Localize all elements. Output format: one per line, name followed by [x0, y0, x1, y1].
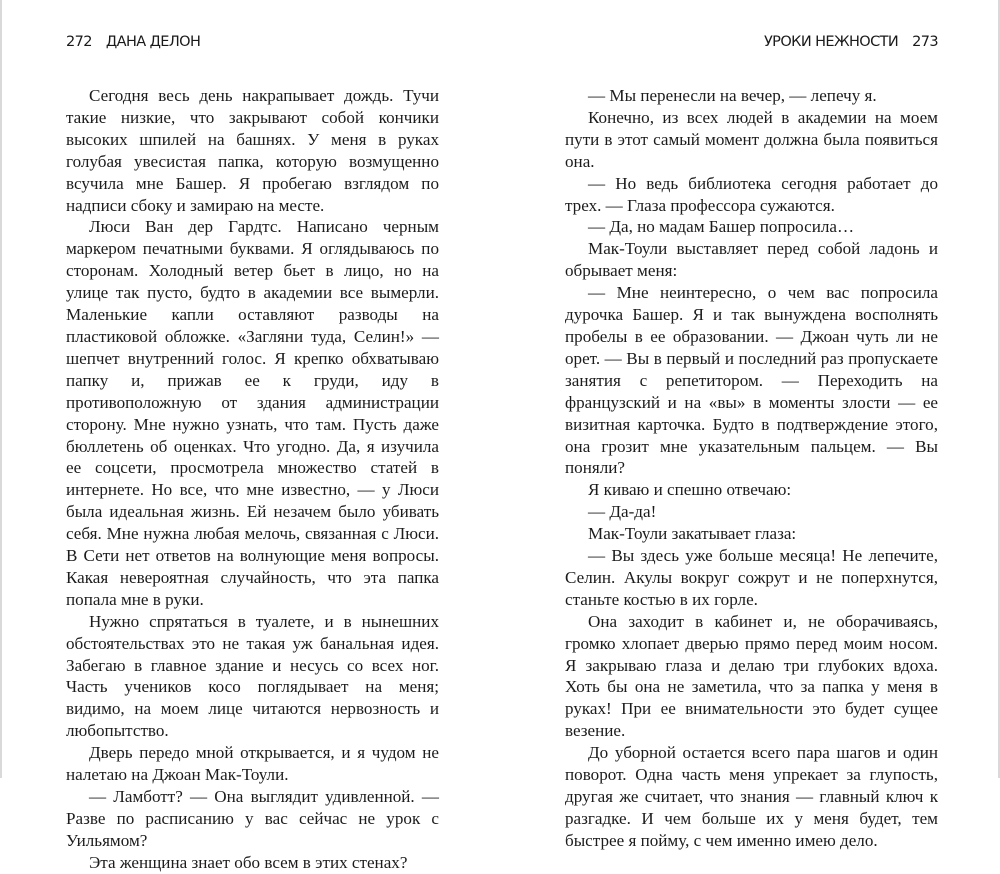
paragraph: — Но ведь библиотека сегодня работает до трех. — Глаза профессора сужаются.	[565, 173, 938, 215]
paragraph: — Мне неинтересно, о чем вас попросила дурочка Башер. Я и так вынуждена восполнять пробелы в ее образовании. — Джоан чуть ли не орет. — Вы в первый и последний раз пропускаете занятия с репетитором. — Переходить на французский и на «вы» в моменты злости — ее визитная карточка. Будто в подтверждение этого, она грозит мне указательным пальцем. — Вы поняли?	[565, 283, 938, 478]
paragraph: Эта женщина знает обо всем в этих стенах?	[89, 852, 408, 872]
right-page-body	[565, 85, 938, 852]
paragraph: Сегодня весь день накрапывает дождь. Тучи такие низкие, что закрывают собой кончики высоких шпилей на башнях. У меня в руках голубая увесистая папка, которую возмущенно всучила мне Башер. Я пробегаю взглядом по надписи сбоку и замираю на месте.	[66, 86, 439, 215]
author-name: ДАНА ДЕЛОН	[105, 34, 201, 50]
page-number: 273	[912, 34, 938, 50]
right-page	[565, 0, 938, 850]
paragraph: — Ламботт? — Она выглядит удивленной. — Разве по расписанию у вас сейчас не урок с Уильямом?	[66, 787, 439, 850]
left-page-body	[66, 85, 439, 874]
paragraph: — Мы перенесли на вечер, — лепечу я.	[588, 86, 877, 105]
paragraph: Нужно спрятаться в туалете, и в нынешних обстоятельствах это не такая уж банальная идея. Забегаю в главное здание и несусь со всех ног. Часть учеников косо поглядывает на меня; видимо, на моем лице читаются нервозность и любопытство.	[66, 611, 439, 741]
paragraph: До уборной остается всего пара шагов и один поворот. Одна часть меня упрекает за глупость, другая же считает, что знания — главный ключ к разгадке. И чем больше их у меня будет, тем быстрее я пойму, с чем именно имею дело.	[565, 743, 938, 850]
paragraph: Люси Ван дер Гардтс. Написано черным маркером печатными буквами. Я оглядываюсь по сторонам. Холодный ветер бьет в лицо, но на улице так пусто, будто в академии все вымерли. Маленькие капли оставляют разводы на пластиковой обложке. «Загляни туда, Селин!» — шепчет внутренний голос. Я крепко обхватываю папку и, прижав ее к груди, иду в противоположную от здания администрации сторону. Мне нужно узнать, что там. Пусть даже бюллетень об оценках. Что угодно. Да, я изучила ее соцсети, просмотрела множество статей в интернете. Но все, что мне известно, — у Люси была идеальная жизнь. Ей незачем было убивать себя. Мне нужна любая мелочь, связанная с Люси. В Сети нет ответов на волнующие меня вопросы. Какая невероятная случайность, что эта папка попала мне в руки.	[66, 217, 439, 609]
paragraph: Дверь передо мной открывается, и я чудом не налетаю на Джоан Мак-Тоули.	[66, 743, 439, 785]
paragraph: — Да, но мадам Башер попросила…	[588, 217, 855, 237]
paragraph: Я киваю и спешно отвечаю:	[588, 480, 792, 500]
book-title: УРОКИ НЕЖНОСТИ	[763, 34, 899, 50]
paragraph: Мак-Тоули закатывает глаза:	[588, 524, 797, 544]
left-page	[66, 0, 439, 872]
paragraph: — Да-да!	[588, 502, 657, 522]
paragraph: — Вы здесь уже больше месяца! Не лепечите, Селин. Акулы вокруг сожрут и не поперхнутся, станьте костью в их горле.	[565, 546, 938, 609]
paragraph: Мак-Тоули выставляет перед собой ладонь и обрывает меня:	[565, 239, 938, 281]
right-running-head	[764, 34, 938, 50]
paragraph: Конечно, из всех людей в академии на моем пути в этот самый момент должна была появиться она.	[565, 107, 938, 171]
paragraph: Она заходит в кабинет и, не оборачиваясь, громко хлопает дверью прямо перед моим носом. Я закрываю глаза и делаю три глубоких вдоха. Хоть бы она не заметила, что за папка у меня в руках! При ее внимательности это будет сущее везение.	[565, 611, 938, 741]
left-running-head	[66, 34, 200, 50]
page-number: 272	[66, 34, 92, 50]
